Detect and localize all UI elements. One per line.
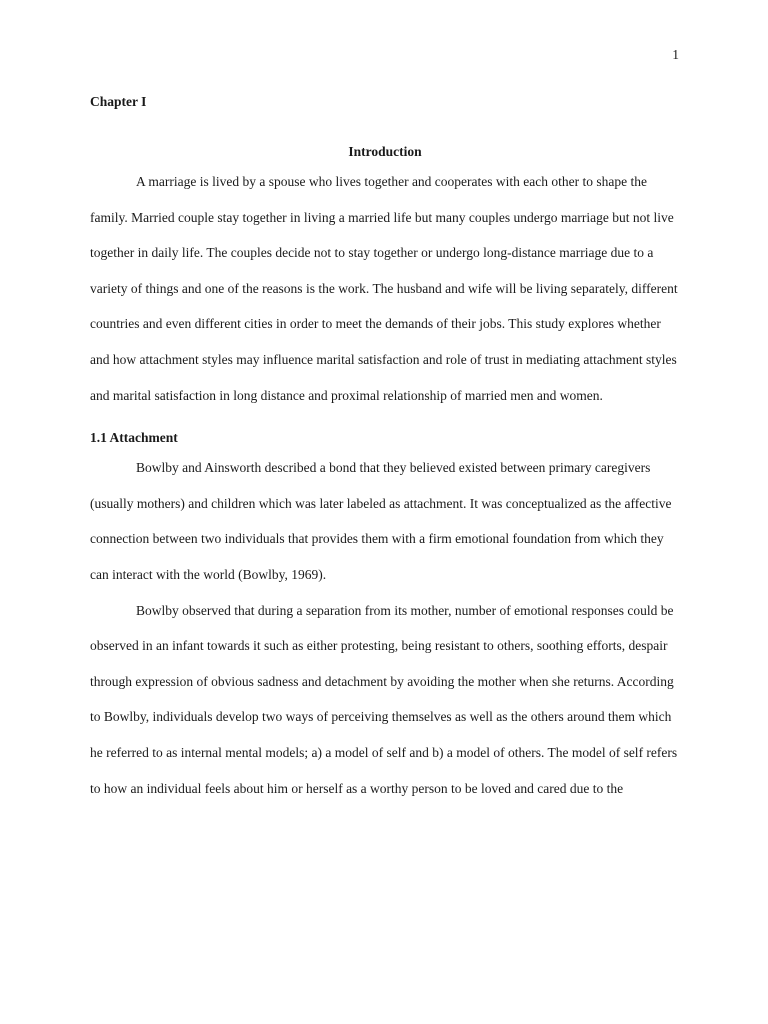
- page-number: 1: [672, 47, 679, 62]
- paragraph-attachment-2: Bowlby observed that during a separation from its mother, number of emotional responses could be observed in an infant towards it such as either protesting, being resistant to others, soothing efforts, despair through expression of obvious sadness and detachment by avoiding the mother when she returns. According to Bowlby, individuals develop two ways of perceiving themselves as well as the others around them which he referred to as internal mental models; a) a model of self and b) a model of others. The model of self refers to how an individual feels about him or herself as a worthy person to be loved and cared due to the: [90, 602, 678, 796]
- subsection-heading: 1.1 Attachment: [90, 430, 178, 446]
- document-body: [90, 90, 680, 806]
- chapter-heading: Chapter I: [90, 94, 147, 109]
- paragraph-attachment-1: Bowlby and Ainsworth described a bond that they believed existed between primary caregivers (usually mothers) and children which was later labeled as attachment. It was conceptualized as the affective connection between two individuals that provides them with a firm emotional foundation from which they can interact with the world (Bowlby, 1969).: [90, 460, 672, 582]
- paragraph-intro: A marriage is lived by a spouse who lives together and cooperates with each other to shape the family. Married couple stay together in living a married life but many couples undergo marriage but not live together in daily life. The couples decide not to stay together or undergo long-distance marriage due to a variety of things and one of the reasons is the work. The husband and wife will be living separately, different countries and even different cities in order to meet the demands of their jobs. This study explores whether and how attachment styles may influence marital satisfaction and role of trust in mediating attachment styles and marital satisfaction in long distance and proximal relationship of married men and women.: [90, 174, 678, 403]
- section-title: Introduction: [348, 144, 422, 159]
